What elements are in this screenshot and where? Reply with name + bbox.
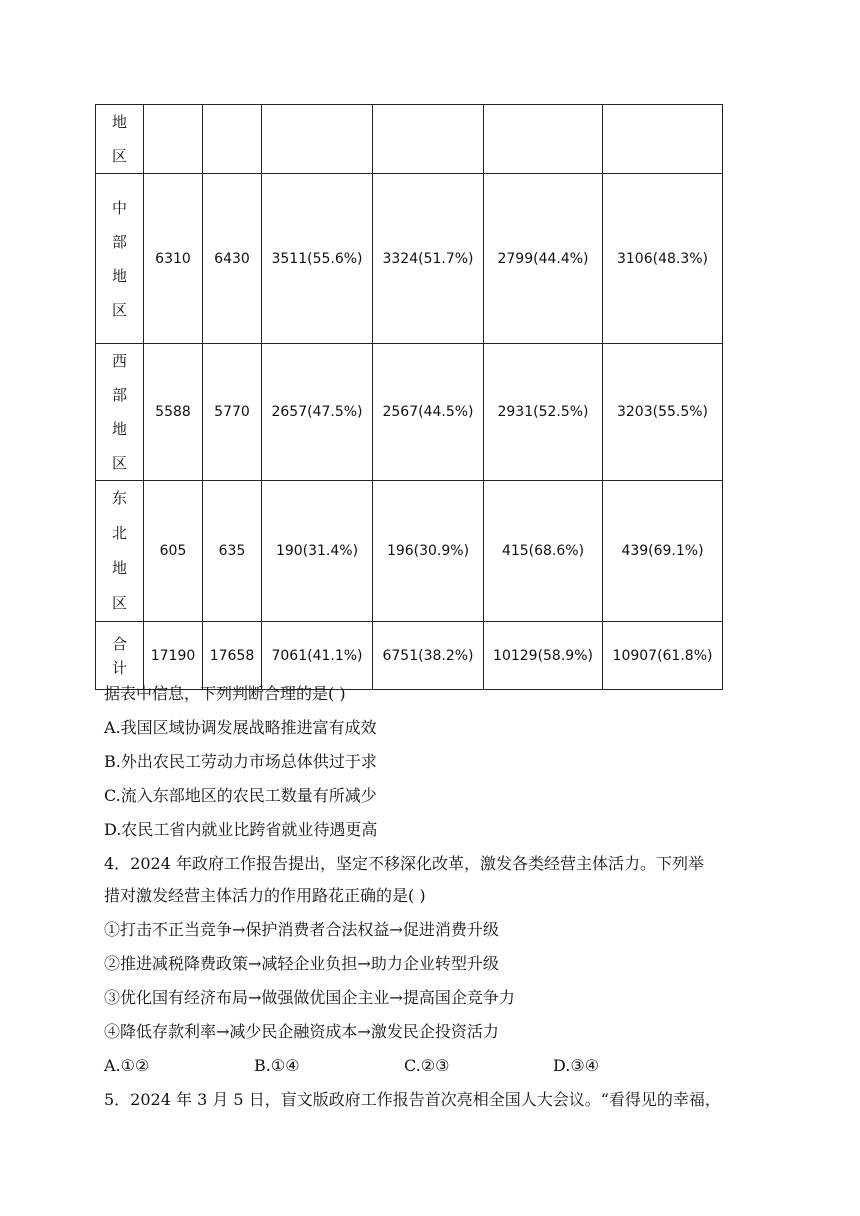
- question-4-options: [104, 1056, 704, 1076]
- table-cell: 3106(48.3%): [603, 174, 723, 344]
- table-cell: 5770: [203, 344, 262, 481]
- region-char: 中: [111, 198, 127, 217]
- table-row: [96, 622, 723, 690]
- table-cell: 605: [144, 481, 203, 622]
- region-cell: [96, 174, 144, 344]
- region-label-continuation: [96, 105, 143, 173]
- region-char: 北: [111, 524, 127, 542]
- statement-4: ④降低存款利率→减少民企融资成本→激发民企投资活力: [104, 1022, 499, 1041]
- region-char: 地: [111, 266, 127, 285]
- option-d: D.③④: [553, 1056, 600, 1075]
- table-cell: 7061(41.1%): [262, 622, 373, 690]
- region-char: 区: [111, 594, 127, 612]
- table-cell: 3511(55.6%): [262, 174, 373, 344]
- region-cell: [96, 105, 144, 174]
- region-label: [96, 344, 143, 480]
- table-cell: 415(68.6%): [484, 481, 603, 622]
- option-a: A.我国区域协调发展战略推进富有成效: [104, 718, 377, 737]
- region-char: 地: [111, 113, 127, 131]
- region-label: [96, 481, 143, 621]
- table-cell: 196(30.9%): [373, 481, 484, 622]
- statement-2: ②推进减税降费政策→减轻企业负担→助力企业转型升级: [104, 954, 499, 973]
- option-d: D.农民工省内就业比跨省就业待遇更高: [104, 820, 378, 839]
- table-cell: 3324(51.7%): [373, 174, 484, 344]
- question-4-stem-line1: 4．2024 年政府工作报告提出，坚定不移深化改革，激发各类经营主体活力。下列举: [104, 854, 704, 873]
- region-char: 区: [111, 147, 127, 165]
- table-cell: 190(31.4%): [262, 481, 373, 622]
- option-b: B.①④: [254, 1056, 300, 1075]
- region-char: 东: [111, 489, 127, 507]
- table-cell: 439(69.1%): [603, 481, 723, 622]
- region-char: 地: [111, 420, 127, 438]
- region-cell: [96, 481, 144, 622]
- region-label: [96, 191, 143, 327]
- region-char: 西: [111, 352, 127, 370]
- table-cell: 10907(61.8%): [603, 622, 723, 690]
- table-cell: 17658: [203, 622, 262, 690]
- region-char: 部: [111, 386, 127, 404]
- statement-3: ③优化国有经济布局→做强做优国企主业→提高国企竞争力: [104, 988, 515, 1007]
- table-row: [96, 481, 723, 622]
- table-cell: 6310: [144, 174, 203, 344]
- option-a: A.①②: [104, 1056, 150, 1075]
- region-label: [96, 632, 143, 680]
- statement-1: ①打击不正当竞争→保护消费者合法权益→促进消费升级: [104, 920, 499, 939]
- table-cell: 635: [203, 481, 262, 622]
- table-cell: 5588: [144, 344, 203, 481]
- table-cell: 2931(52.5%): [484, 344, 603, 481]
- question-4-stem-line2: 措对激发经营主体活力的作用路花正确的是( ): [104, 886, 426, 905]
- region-char: 部: [111, 232, 127, 251]
- table-cell: 6430: [203, 174, 262, 344]
- region-char: 地: [111, 559, 127, 577]
- region-char: 区: [111, 454, 127, 472]
- region-cell: [96, 344, 144, 481]
- table-cell: 2657(47.5%): [262, 344, 373, 481]
- region-char: 区: [111, 300, 127, 319]
- option-b: B.外出农民工劳动力市场总体供过于求: [104, 752, 377, 771]
- migrant-worker-table: [95, 104, 723, 690]
- table-cell: 10129(58.9%): [484, 622, 603, 690]
- question-5-stem-line1: 5．2024 年 3 月 5 日，盲文版政府工作报告首次亮相全国人大会议。“看得见的幸福，: [104, 1090, 721, 1109]
- question-3-stem: 据表中信息，下列判断合理的是( ): [104, 684, 346, 703]
- table-cell: 2567(44.5%): [373, 344, 484, 481]
- option-c: C.②③: [404, 1056, 450, 1075]
- table-cell: 2799(44.4%): [484, 174, 603, 344]
- table-row: [96, 105, 723, 174]
- table-cell: 6751(38.2%): [373, 622, 484, 690]
- table-row: [96, 174, 723, 344]
- table-cell: 17190: [144, 622, 203, 690]
- region-char: 合: [111, 634, 127, 653]
- option-c: C.流入东部地区的农民工数量有所减少: [104, 786, 377, 805]
- region-char: 计: [111, 658, 127, 677]
- table-row: [96, 344, 723, 481]
- table-cell: 3203(55.5%): [603, 344, 723, 481]
- region-cell: [96, 622, 144, 690]
